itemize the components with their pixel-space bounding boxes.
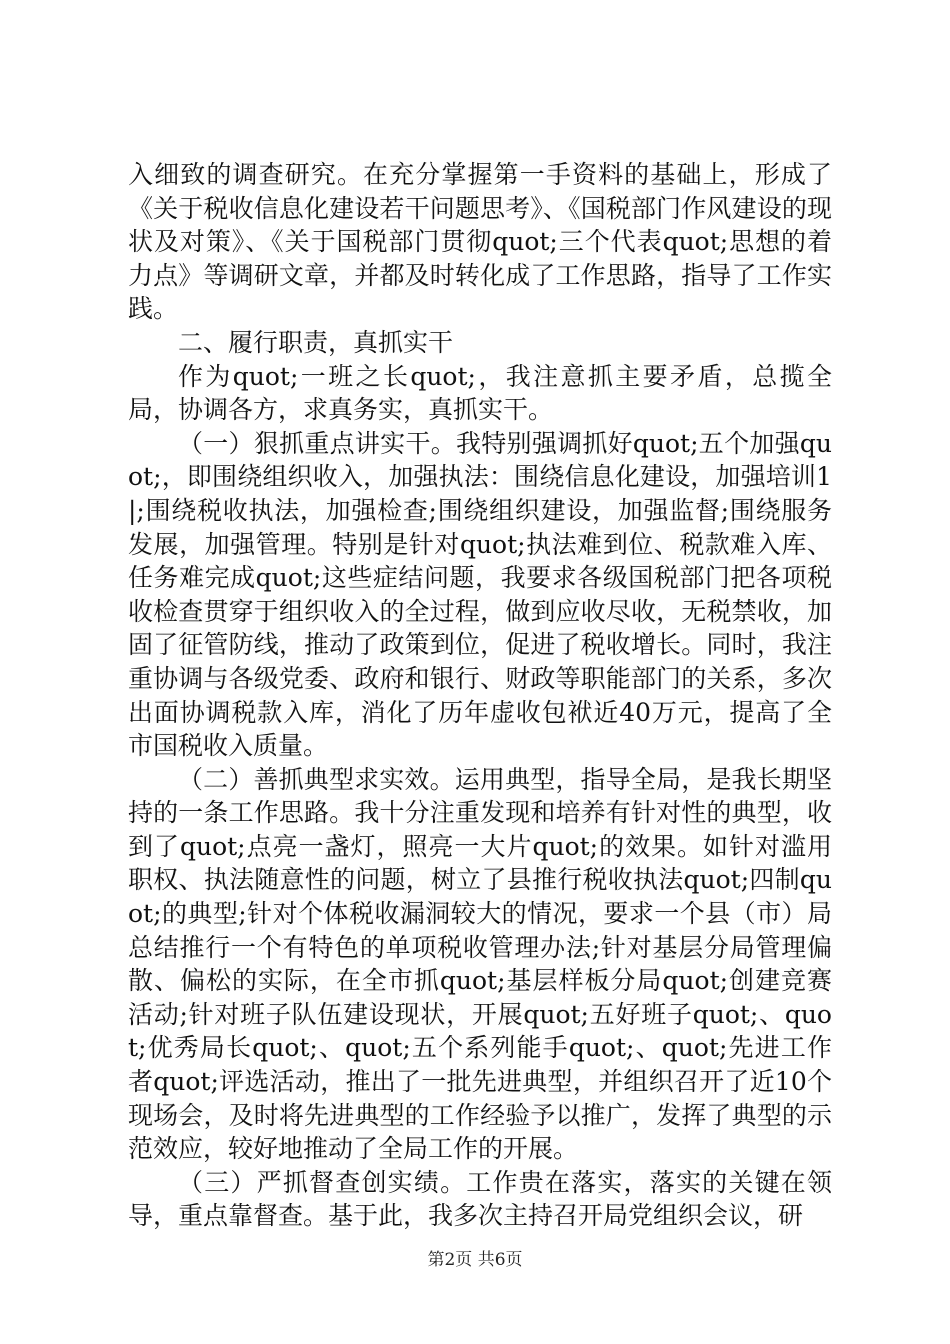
section-heading: 二、履行职责，真抓实干 <box>178 327 454 357</box>
paragraph-continuation: 入细致的调查研究。在充分掌握第一手资料的基础上，形成了《关于税收信息化建设若干问题思考》、《国税部门作风建设的现状及对策》、《关于国税部门贯彻quot;三个代表quot;思想的着力点》等调研文章，并都及时转化成了工作思路，指导了工作实践。 <box>128 160 832 324</box>
document-body <box>128 158 832 1233</box>
page-footer: 第2页 共6页 <box>427 1250 523 1270</box>
paragraph-point-three: （三）严抓督查创实绩。工作贵在落实，落实的关键在领导，重点靠督查。基于此，我多次主持召开局党组织会议，研 <box>128 1167 832 1231</box>
paragraph-intro: 作为quot;一班之长quot;，我注意抓主要矛盾，总揽全局，协调各方，求真务实，真抓实干。 <box>128 361 832 425</box>
paragraph-point-one: （一）狠抓重点讲实干。我特别强调抓好quot;五个加强quot;，即围绕组织收入，加强执法：围绕信息化建设，加强培训1|;围绕税收执法，加强检查;围绕组织建设，加强监督;围绕服务发展，加强管理。特别是针对quot;执法难到位、税款难入库、任务难完成quot;这些症结问题，我要求各级国税部门把各项税收检查贯穿于组织收入的全过程，做到应收尽收，无税禁收，加固了征管防线，推动了政策到位，促进了税收增长。同时，我注重协调与各级党委、政府和银行、财政等职能部门的关系，多次出面协调税款入库，消化了历年虚收包袱近40万元，提高了全市国税收入质量。 <box>128 428 832 761</box>
paragraph-point-two: （二）善抓典型求实效。运用典型，指导全局，是我长期坚持的一条工作思路。我十分注重发现和培养有针对性的典型，收到了quot;点亮一盏灯，照亮一大片quot;的效果。如针对滥用职权、执法随意性的问题，树立了县推行税收执法quot;四制quot;的典型;针对个体税收漏洞较大的情况，要求一个县（市）局总结推行一个有特色的单项税收管理办法;针对基层分局管理偏散、偏松的实际，在全市抓quot;基层样板分局quot;创建竞赛活动;针对班子队伍建设现状，开展quot;五好班子quot;、quot;优秀局长quot;、quot;五个系列能手quot;、quot;先进工作者quot;评选活动，推出了一批先进典型，并组织召开了近10个现场会，及时将先进典型的工作经验予以推广，发挥了典型的示范效应，较好地推动了全局工作的开展。 <box>128 764 832 1164</box>
